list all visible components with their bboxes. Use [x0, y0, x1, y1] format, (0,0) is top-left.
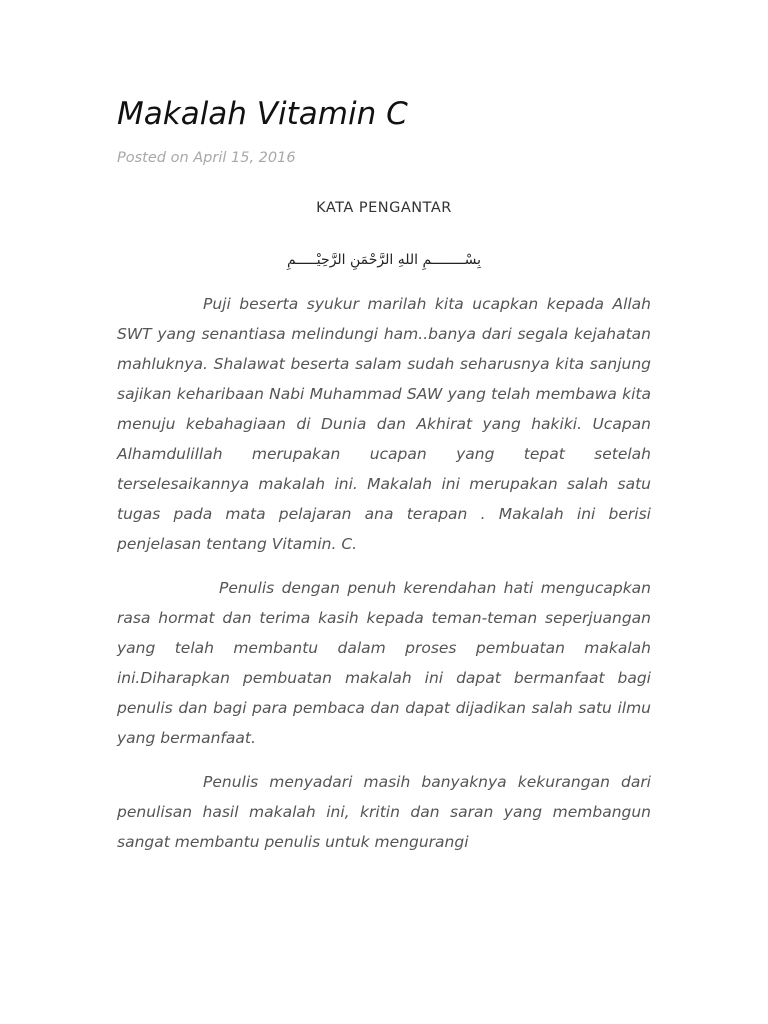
page-title: Makalah Vitamin C — [117, 96, 408, 132]
paragraph: Penulis menyadari masih banyaknya kekurangan dari penulisan hasil makalah ini, kritin dan saran yang membangun sangat membantu penulis untuk mengurangi — [117, 773, 651, 851]
basmala-text: بِسْــــــــمِ اللهِ الرَّحْمَنِ الرَّحِيْـــــمِ — [286, 252, 482, 268]
paragraph: Puji beserta syukur marilah kita ucapkan kepada Allah SWT yang senantiasa melindungi ham..banya dari segala kejahatan mahluknya. Shalawat beserta salam sudah seharusnya kita sanjung sajikan keharibaan Nabi Muhammad SAW yang telah membawa kita menuju kebahagiaan di Dunia dan Akhirat yang hakiki. Ucapan Alhamdulillah merupakan ucapan yang tepat setelah terselesaikannya makalah ini. Makalah ini merupakan salah satu tugas pada mata pelajaran ana terapan . Makalah ini berisi penjelasan tentang Vitamin. C. — [117, 295, 651, 553]
post-date: Posted on April 15, 2016 — [117, 150, 296, 166]
paragraph: Penulis dengan penuh kerendahan hati mengucapkan rasa hormat dan terima kasih kepada teman-teman seperjuangan yang telah membantu dalam proses pembuatan makalah ini.Diharapkan pembuatan makalah ini dapat bermanfaat bagi penulis dan bagi para pembaca dan dapat dijadikan salah satu ilmu yang bermanfaat. — [117, 579, 651, 747]
article-body — [117, 289, 651, 871]
section-heading: KATA PENGANTAR — [316, 200, 452, 216]
